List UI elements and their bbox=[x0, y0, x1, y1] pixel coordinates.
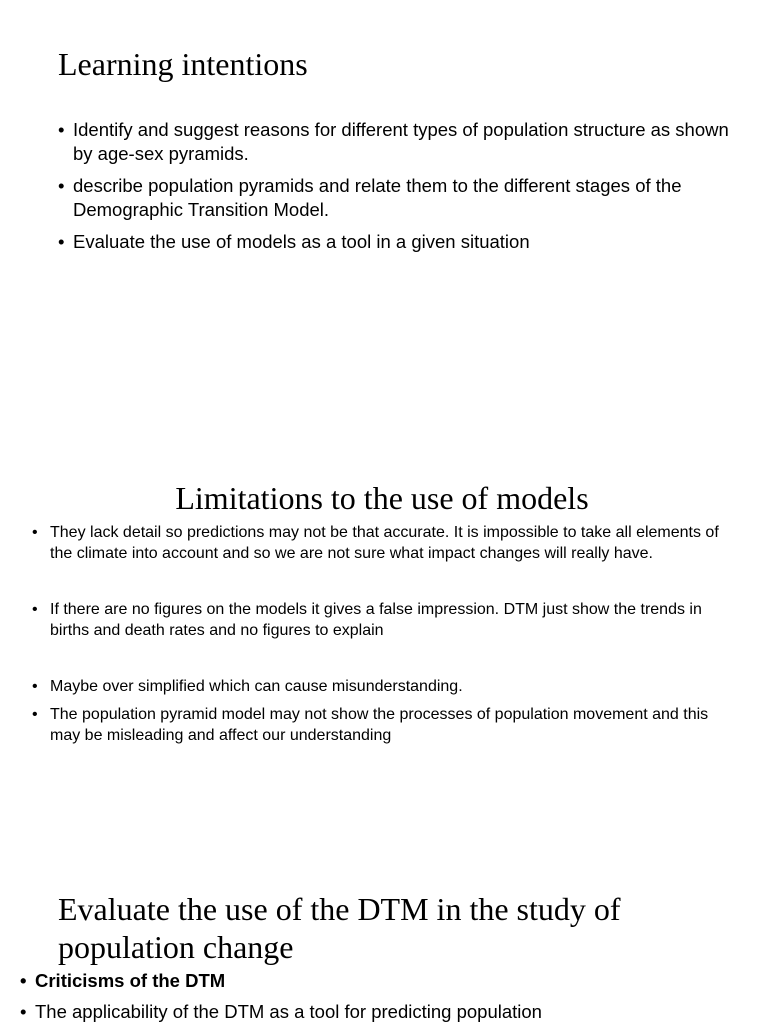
slide-title: Evaluate the use of the DTM in the study of population change bbox=[58, 891, 621, 965]
bullet-item: • Evaluate the use of models as a tool in a given situation bbox=[58, 230, 738, 254]
slide-title: Limitations to the use of models bbox=[175, 480, 589, 516]
bullet-item: • describe population pyramids and relate them to the different stages of the Demographic Transition Model. bbox=[58, 174, 738, 222]
bullet-list bbox=[32, 522, 732, 746]
slide-title: Learning intentions bbox=[58, 46, 308, 82]
bullet-item: • The population pyramid model may not show the processes of population movement and this may be misleading and affect our understanding bbox=[32, 704, 732, 746]
bullet-list bbox=[20, 969, 750, 1031]
bullet-list bbox=[58, 118, 738, 262]
bullet-item: • They lack detail so predictions may not be that accurate. It is impossible to take all elements of the climate into account and so we are not sure what impact changes will really have. bbox=[32, 522, 732, 564]
bullet-item: • Maybe over simplified which can cause misunderstanding. bbox=[32, 676, 732, 697]
bullet-item: • Identify and suggest reasons for different types of population structure as shown by age-sex pyramids. bbox=[58, 118, 738, 166]
slide-evaluate-dtm bbox=[0, 880, 768, 1024]
bullet-item: • The applicability of the DTM as a tool for predicting population bbox=[20, 1000, 750, 1024]
slide-limitations bbox=[0, 470, 768, 800]
bullet-item: • Criticisms of the DTM bbox=[20, 969, 750, 993]
slide-learning-intentions bbox=[0, 0, 768, 340]
bullet-item: • If there are no figures on the models it gives a false impression. DTM just show the trends in births and death rates and no figures to explain bbox=[32, 599, 732, 641]
